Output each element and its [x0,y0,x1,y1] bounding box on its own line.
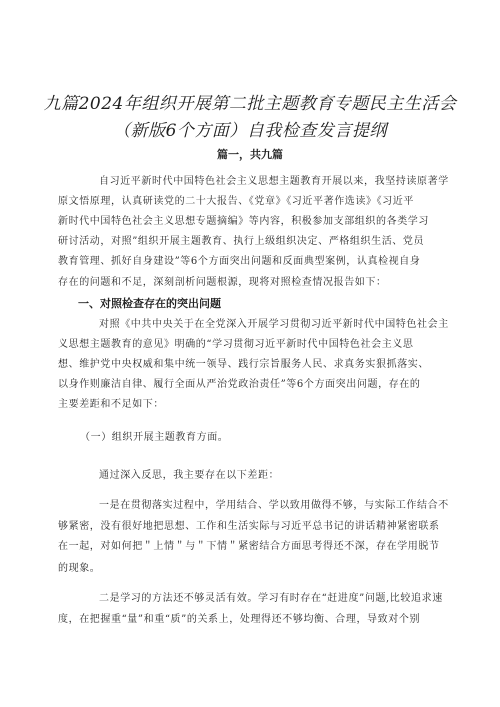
section-heading-1: 一、对照检查存在的突出问题 [78,297,221,310]
para1-line: 新时代中国特色社会主义思想专题摘编》等内容，积极参加支部组织的各类学习 [58,216,429,227]
para2-line: 以身作则廉洁自律、履行全面从严治党政治责任”等6个方面突出问题，存在的 [58,379,421,390]
para1-line: 教育管理、抓好自身建设”等6个方面突出问题和反面典型案例，认真检视自身 [58,256,421,267]
document-title-line-2: （新版6个方面）自我检查发言提纲 [113,121,387,141]
document-title-line-1: 九篇2024年组织开展第二批主题教育专题民主生活会 [43,94,457,114]
para4-line: 一是在贯彻落实过程中，学用结合、学以致用做得不够，与实际工作结合不 [99,500,449,511]
para2-line: 想、维护党中央权威和集中统一领导、践行宗旨服务人民、求真务实狠抓落实、 [58,359,429,370]
para1-line: 研讨活动，对照”组织开展主题教育、执行上级组织决定、严格组织生活、党员 [58,236,425,247]
para4-line: 够紧密，没有很好地把思想、工作和生活实际与习近平总书记的讲话精神紧密联系 [58,521,440,532]
para2-line: 主要差距和不足如下： [58,399,164,410]
para4-line: 在一起，对如何把＂上情＂与＂下情＂紧密结合方面思考得还不深，存在学用脱节 [58,541,440,552]
para4-line: 的现象。 [58,563,101,574]
document-subtitle: 篇一，共九篇 [217,148,283,161]
para3-line: 通过深入反思，我主要存在以下差距： [99,470,280,481]
para1-line: 存在的问题和不足，深刻剖析问题根源，现将对照检查情况报告如下： [58,277,387,288]
para2-line: 对照《中共中央关于在全党深入开展学习贯彻习近平新时代中国特色社会主 [99,319,449,330]
para5-line: 度，在把握重“量”和重“质”的关系上，处理得还不够均衡、合理，导致对个别 [58,614,421,625]
para5-line: 二是学习的方法还不够灵活有效。学习有时存在“赶进度”问题,比较追求速 [99,593,443,604]
para1-line: 原文悟原理，认真研读党的二十大报告、《党章》《习近平著作选读》《习近平 [58,196,414,207]
subsection-heading: （一）组织开展主题教育方面。 [80,432,229,443]
para2-line: 义思想主题教育的意见》明确的“学习贯彻习近平新时代中国特色社会主义思 [58,339,414,350]
para1-line: 自习近平新时代中国特色社会主义思想主题教育开展以来，我坚持读原著学 [99,176,449,187]
